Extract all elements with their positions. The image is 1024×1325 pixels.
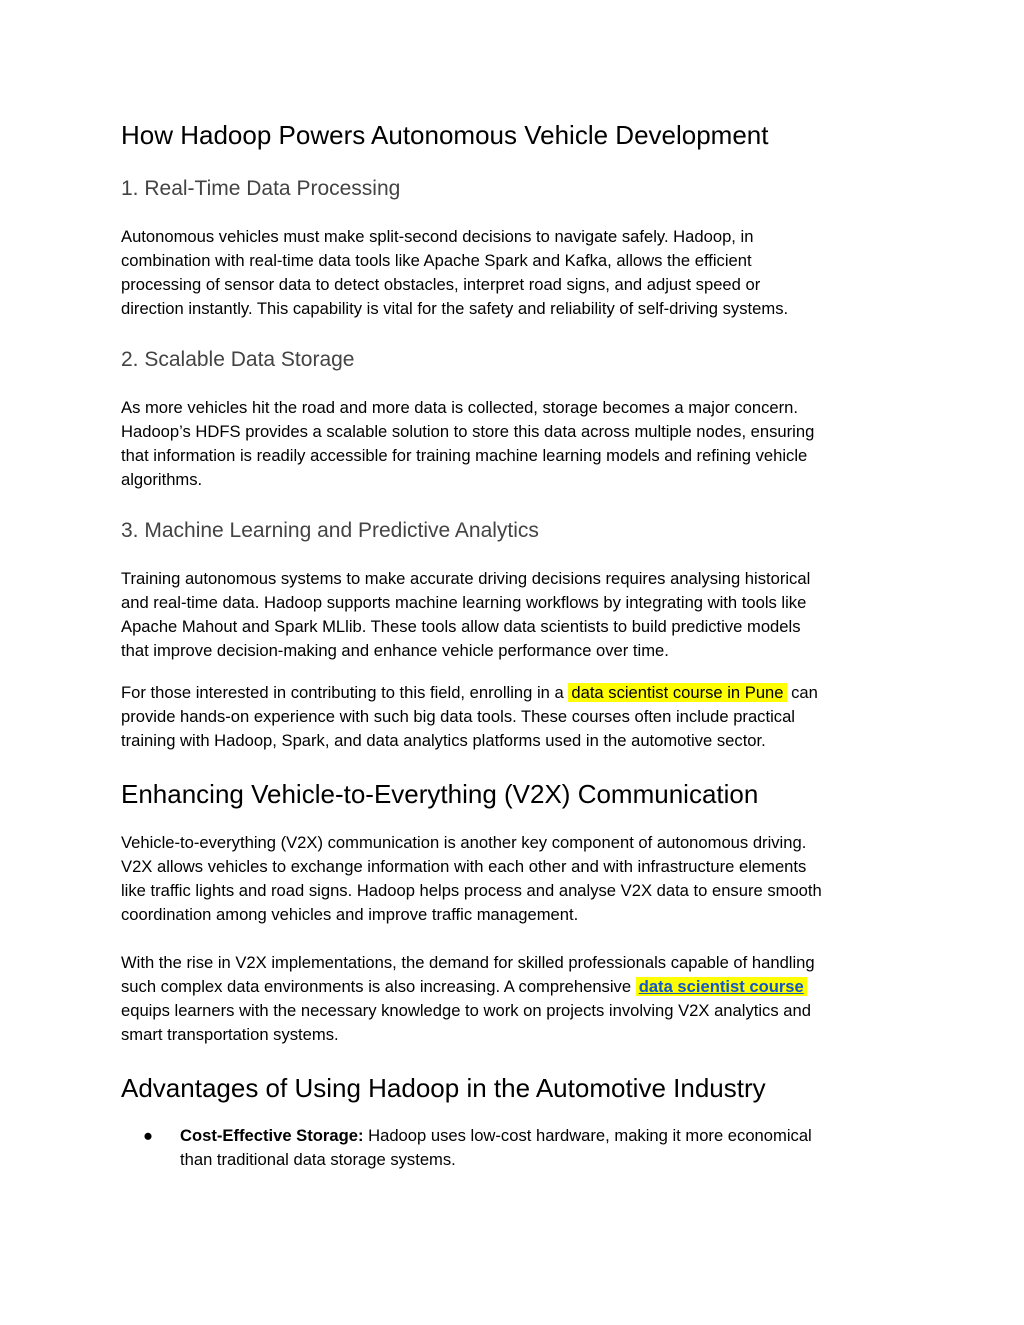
page-title: How Hadoop Powers Autonomous Vehicle Development <box>121 120 769 150</box>
list-item-text: Hadoop uses low-cost hardware, making it more economical <box>363 1126 812 1145</box>
text-line: that information is readily accessible for training machine learning models and refining vehicle <box>121 446 808 465</box>
text-line: Autonomous vehicles must make split-second decisions to navigate safely. Hadoop, in <box>121 227 754 246</box>
text-line <box>180 1124 901 1148</box>
text-line: equips learners with the necessary knowledge to work on projects involving V2X analytics and <box>121 1001 811 1020</box>
text-line: Hadoop’s HDFS provides a scalable solution to store this data across multiple nodes, ensuring <box>121 422 815 441</box>
list-item-label: Cost-Effective Storage: <box>180 1126 364 1145</box>
text-line: direction instantly. This capability is vital for the safety and reliability of self-driving systems. <box>121 299 789 318</box>
section-heading-advantages: Advantages of Using Hadoop in the Automotive Industry <box>121 1073 766 1103</box>
paragraph-storage <box>121 396 901 492</box>
text-line: like traffic lights and road signs. Hadoop helps process and analyse V2X data to ensure smooth <box>121 881 822 900</box>
list-item <box>121 1124 901 1172</box>
section-heading-real-time: 1. Real-Time Data Processing <box>121 177 401 200</box>
text-line: provide hands-on experience with such big data tools. These courses often include practical <box>121 707 795 726</box>
text-segment: For those interested in contributing to this field, enrolling in a <box>121 683 569 702</box>
text-line: Vehicle-to-everything (V2X) communication is another key component of autonomous driving. <box>121 833 807 852</box>
paragraph-course-pune <box>121 681 901 753</box>
bullet-icon: ● <box>143 1126 154 1145</box>
text-line: As more vehicles hit the road and more data is collected, storage becomes a major concern. <box>121 398 798 417</box>
data-scientist-course-link[interactable]: data scientist course <box>636 977 807 996</box>
text-line: and real-time data. Hadoop supports machine learning workflows by integrating with tools like <box>121 593 807 612</box>
text-line: combination with real-time data tools like Apache Spark and Kafka, allows the efficient <box>121 251 752 270</box>
text-line: smart transportation systems. <box>121 1025 339 1044</box>
section-heading-ml: 3. Machine Learning and Predictive Analytics <box>121 519 539 542</box>
text-line: processing of sensor data to detect obstacles, interpret road signs, and adjust speed or <box>121 275 761 294</box>
text-line: algorithms. <box>121 470 203 489</box>
advantages-list <box>121 1124 901 1172</box>
paragraph-real-time <box>121 225 901 321</box>
section-heading-storage: 2. Scalable Data Storage <box>121 348 355 371</box>
paragraph-ml <box>121 567 901 663</box>
text-segment: can <box>786 683 818 702</box>
text-line <box>121 681 901 705</box>
text-line: that improve decision-making and enhance vehicle performance over time. <box>121 641 669 660</box>
text-line: V2X allows vehicles to exchange information with each other and with infrastructure elements <box>121 857 807 876</box>
text-segment: such complex data environments is also increasing. A comprehensive <box>121 977 636 996</box>
text-line: Apache Mahout and Spark MLlib. These tools allow data scientists to build predictive models <box>121 617 801 636</box>
highlighted-course-text: data scientist course in Pune <box>568 683 786 702</box>
text-line: Training autonomous systems to make accurate driving decisions requires analysing historical <box>121 569 811 588</box>
text-line: coordination among vehicles and improve traffic management. <box>121 905 579 924</box>
text-line: than traditional data storage systems. <box>180 1150 456 1169</box>
text-line <box>121 975 901 999</box>
section-heading-v2x: Enhancing Vehicle-to-Everything (V2X) Communication <box>121 779 759 809</box>
text-line: With the rise in V2X implementations, the demand for skilled professionals capable of handling <box>121 953 815 972</box>
text-line: training with Hadoop, Spark, and data analytics platforms used in the automotive sector. <box>121 731 766 750</box>
paragraph-v2x-course <box>121 951 901 1047</box>
paragraph-v2x <box>121 831 901 927</box>
